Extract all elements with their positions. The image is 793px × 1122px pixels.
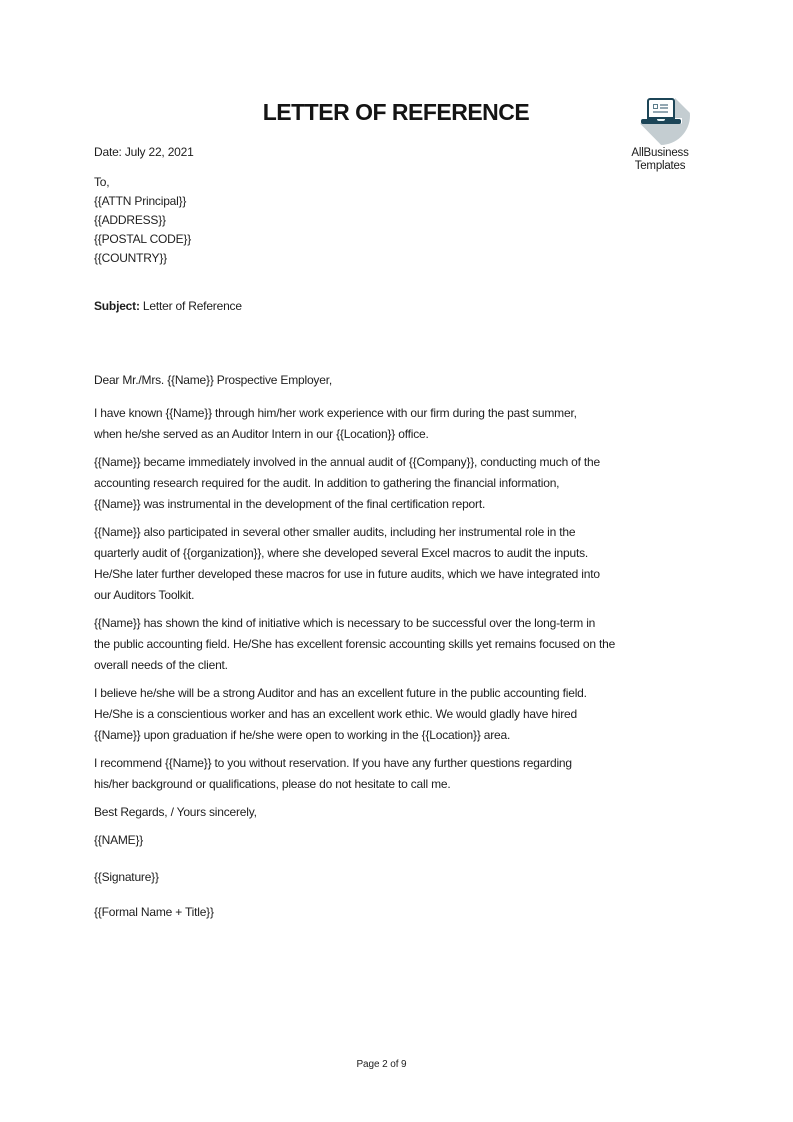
paragraph [94,403,793,445]
recipient-line: {{ATTN Principal}} [94,194,187,208]
laptop-notch-icon [657,119,665,121]
paragraph [94,613,793,676]
paragraph-line: I have known {{Name}} through him/her work experience with our firm during the past summer, [94,406,577,420]
logo-circle [631,86,690,145]
closing-signature-placeholder: {{Signature}} [94,870,159,884]
paragraph-line: overall needs of the client. [94,658,228,672]
paragraph-line: quarterly audit of {{organization}}, where she developed several Excel macros to audit the inputs. [94,546,589,560]
closing-regards: Best Regards, / Yours sincerely, [94,805,257,819]
page-title: LETTER OF REFERENCE [262,99,530,125]
laptop-icon [647,98,675,119]
paragraph-line: {{Name}} upon graduation if he/she were open to working in the {{Location}} area. [94,728,511,742]
list-line-icon [660,104,668,106]
paragraph-line: {{Name}} also participated in several other smaller audits, including her instrumental role in the [94,525,576,539]
paragraph-line: our Auditors Toolkit. [94,588,195,602]
date-line: Date: July 22, 2021 [94,145,194,159]
paragraph [94,753,793,795]
list-line-icon [653,111,668,113]
list-bullet-icon [653,104,658,109]
list-line-icon [660,107,668,109]
subject-label: Subject: [94,299,140,313]
recipient-line: To, [94,175,110,189]
closing-name-placeholder: {{NAME}} [94,833,144,847]
allbusiness-templates-logo [620,86,700,172]
paragraph-line: {{Name}} became immediately involved in the annual audit of {{Company}}, conducting much of the [94,455,601,469]
paragraph [94,683,793,746]
paragraph [94,452,793,515]
logo-text-line2: Templates [634,159,686,172]
paragraph-line: accounting research required for the audit. In addition to gathering the financial information, [94,476,560,490]
salutation: Dear Mr./Mrs. {{Name}} Prospective Employer, [94,373,332,387]
paragraph-line: He/She is a conscientious worker and has an excellent work ethic. We would gladly have hired [94,707,577,721]
logo-text-line1: AllBusiness [631,147,689,159]
recipient-line: {{ADDRESS}} [94,213,166,227]
paragraph-line: He/She later further developed these macros for use in future audits, which we have integrated into [94,567,600,581]
subject-line [94,297,793,316]
paragraph [94,522,793,606]
subject-text: Letter of Reference [139,299,242,313]
paragraph-line: when he/she served as an Auditor Intern in our {{Location}} office. [94,427,429,441]
paragraph-line: I recommend {{Name}} to you without reservation. If you have any further questions regarding [94,756,572,770]
paragraph-line: the public accounting field. He/She has excellent forensic accounting skills yet remains focused on the [94,637,616,651]
page-footer [0,1059,793,1070]
recipient-line: {{POSTAL CODE}} [94,232,192,246]
paragraph-line: {{Name}} was instrumental in the development of the final certification report. [94,497,486,511]
paragraph-line: his/her background or qualifications, please do not hesitate to call me. [94,777,451,791]
recipient-block [94,173,793,268]
recipient-line: {{COUNTRY}} [94,251,167,265]
paragraph-line: {{Name}} has shown the kind of initiative which is necessary to be successful over the long-term in [94,616,596,630]
closing-formal-name-placeholder: {{Formal Name + Title}} [94,905,214,919]
page-number: Page 2 of 9 [356,1059,407,1070]
paragraph-line: I believe he/she will be a strong Auditor and has an excellent future in the public accounting field. [94,686,587,700]
